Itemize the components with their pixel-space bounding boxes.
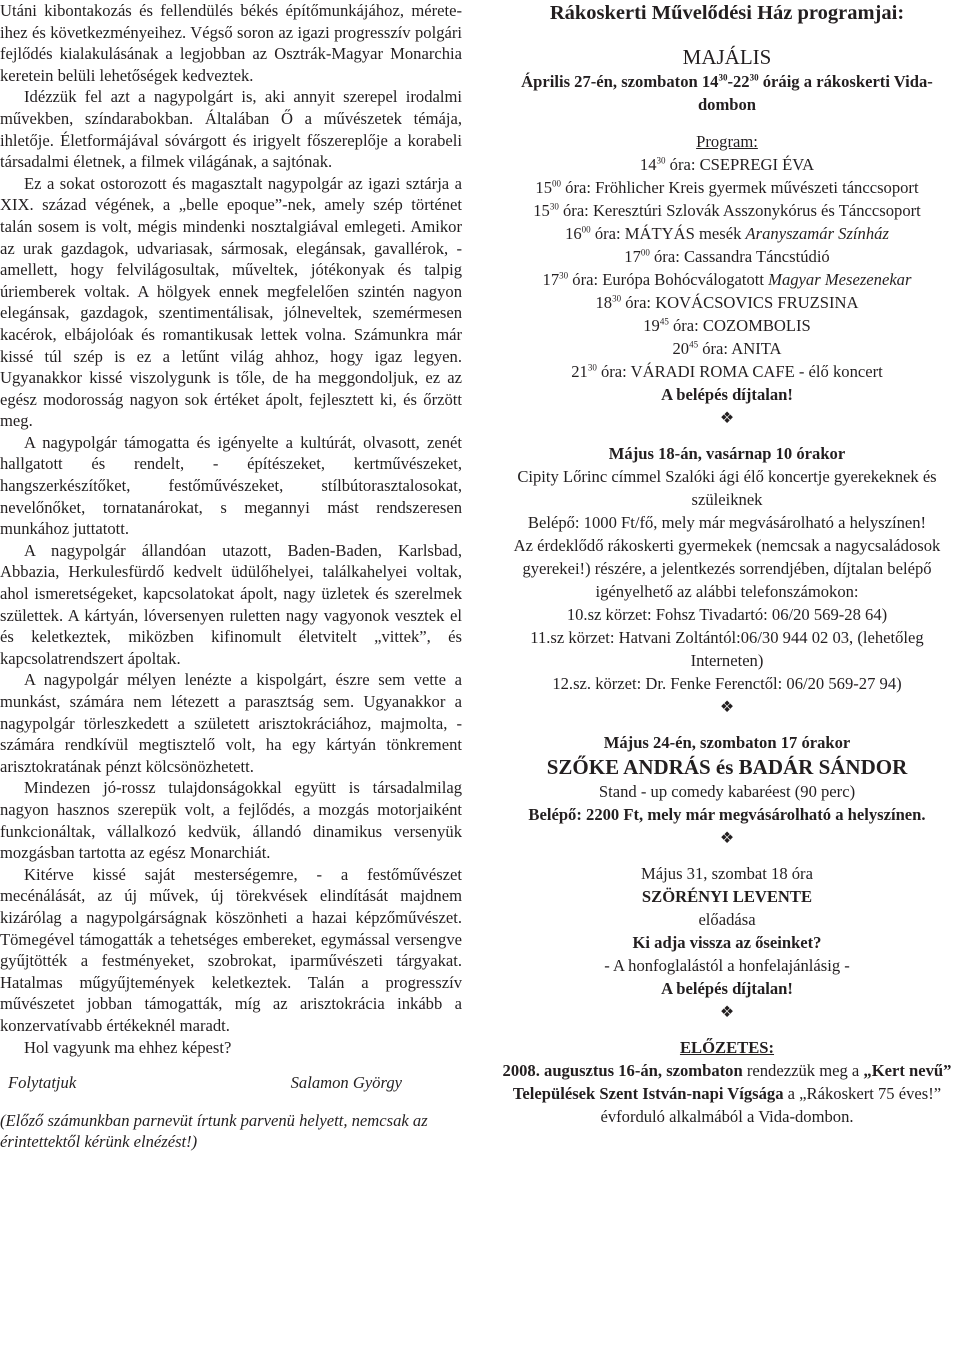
may18-line: Az érdeklődő rákoskerti gyermekek (nemcsak a nagycsaládosok gyerekei!) részére, a jelentkezés sorrendjében, díjtalan belépő igényelhető az alábbi telefonszámokon:	[513, 536, 941, 601]
program-item: $15^{30}$ óra: Keresztúri Szlovák Asszonykórus és Tánccsoport	[533, 201, 921, 220]
may31-heading: Május 31, szombat 18 óra	[641, 864, 813, 883]
program-item: $15^{00}$ óra: Fröhlicher Kreis gyermek művészeti tánccsoport	[535, 178, 919, 197]
preview-text: 2008. augusztus 16-án, szombaton rendezzük meg a „Kert nevű” Települések Szent István-napi Vígsága a „Rákoskert 75 éves!” évforduló alkalmából a Vida-dombon.	[502, 1061, 952, 1126]
author-name: Salamon György	[290, 1073, 402, 1093]
signature-row	[0, 1072, 462, 1094]
programs-title: Rákoskerti Művelődési Ház programjai:	[549, 2, 905, 24]
majalis-heading: MAJÁLIS	[682, 45, 772, 69]
majalis-date: Április 27-én, szombaton $14^{30}-22^{30}$ óráig a rákoskerti Vida-dombon	[521, 72, 933, 114]
may24-ticket: Belépő: 2200 Ft, mely már megvásárolható a helyszínen.	[528, 805, 926, 824]
program-item: $17^{00}$ óra: Cassandra Táncstúdió	[624, 247, 830, 266]
ornament-icon: ❖	[719, 1004, 735, 1021]
article-paragraph: A nagypolgár állandóan utazott, Baden-Baden, Karlsbad, Abbazia, Herkulesfürdő kedvelt üdülőhelyei, találkahelyei voltak, ahol ismeretségeket, kapcsolatokat ápolt, nagy üzletek és szerelmek születtek. A kártyán, lóversenyen ruletten nagy vagyonok vesztek el és keletkeztek, miközben kifinomult életvitelt „vittek”, és kapcsolatrendszert ápoltak.	[0, 540, 462, 668]
to-be-continued: Folytatjuk	[8, 1073, 77, 1093]
preview-heading: ELŐZETES:	[679, 1038, 775, 1057]
article-paragraph: Ez a sokat ostorozott és magasztalt nagypolgár az igazi sztárja a XIX. század végének, a „belle epoque”-nek, amely szép történet talán sosem is volt, mégis mindenki nosztalgiával emlegeti. Amikor az urak gazdagok, udvariasak, sármosak, elegánsak, gavallérok, - amellett, hogy felvilágosultak, műveltek, jótékonyak és talpig úriemberek voltak. A hölgyek ennek megfelelően szintén nagyon elegánsak, gazdagok, szentimentálisak, jólneveltek, szemérmesen kacérok, elbájolóak és romantikusak lettek volna. Számunkra már kissé túl szép is ez a letűnt világ ahhoz, hogy igaz legyen. Ugyanakkor kissé viszolygunk is tőle, de ha meggondoljuk, ez az egész modorosság nagyon sok értéket ápolt, fejlesztett ki, és őrzött meg.	[0, 173, 462, 431]
correction-note: (Előző számunkban parnevüt írtunk parvenü helyett, nemcsak az érintettektől kérünk elnézést!)	[0, 1110, 428, 1152]
article-paragraph: A nagypolgár támogatta és igényelte a kultúrát, olvasott, zenét hallgatott és rendelt, - építészeket, kertművészeket, hangszerkészítőket, festőművészeket, stílbútorasztalosokat, nevelőnőket, tornatanárokat, s megannyi mást rendszeresen munkához juttatott.	[0, 432, 462, 539]
may31-subtitle: - A honfoglalástól a honfelajánlásig -	[604, 956, 850, 975]
article-paragraph: A nagypolgár mélyen lenézte a kispolgárt, észre sem vette a munkást, számára nem létezett a parasztság sem. Ugyanakkor a nagypolgár törleszkedett a született arisztokráciához, majmolta, - számára rendkívül megtisztelő volt, ha egy kártyán tönkrement arisztokratának pénzt kölcsönözhetett.	[0, 670, 462, 776]
may18-line: 11.sz körzet: Hatvani Zoltántól:06/30 944 02 03, (lehetőleg Interneten)	[530, 628, 924, 670]
may31-performer: SZÖRÉNYI LEVENTE	[641, 887, 813, 906]
may18-line: 12.sz. körzet: Dr. Fenke Ferenctől: 06/20 569-27 94)	[552, 674, 902, 693]
article-paragraph: Kitérve kissé saját mesterségemre, - a festőművészet mecénálását, az új művek, új törekvések elindítását majdnem kizárólag a nagypolgárságnak köszönheti a hazai képzőművészet. Tömegével támogatták a tehetséges embereket, egymással versengve gyűjtötték a festményeket, szobrokat, iparművészeti tárgyakat. Hatalmas műgyűjtemények keletkeztek. Talán a progresszív művészetet jobban támogatták, míg az arisztokrácia inkább a konzervatívabb értékeknél maradt.	[0, 864, 462, 1035]
ornament-icon: ❖	[719, 699, 735, 716]
article-column	[0, 0, 462, 1153]
may31-show: Ki adja vissza az őseinket?	[632, 933, 822, 952]
program-item: $21^{30}$ óra: VÁRADI ROMA CAFE - élő koncert	[571, 362, 883, 381]
programs-column	[494, 0, 960, 1128]
program-item: $20^{45}$ óra: ANITA	[672, 339, 782, 358]
may24-heading: Május 24-én, szombaton 17 órakor	[603, 733, 851, 752]
may18-line: Cipity Lőrinc címmel Szalóki ági élő koncertje gyerekeknek és szüleiknek	[517, 467, 937, 509]
program-item: $18^{30}$ óra: KOVÁCSOVICS FRUZSINA	[595, 293, 859, 312]
may31-free: A belépés díjtalan!	[661, 979, 793, 998]
program-item: $19^{45}$ óra: COZOMBOLIS	[643, 316, 811, 335]
ornament-icon: ❖	[719, 410, 735, 427]
ornament-icon: ❖	[719, 830, 735, 847]
may24-subtitle: Stand - up comedy kabaréest (90 perc)	[598, 782, 856, 801]
article-paragraph: Idézzük fel azt a nagypolgárt is, aki annyit szerepel irodalmi művekben, színdarabokban. Általában Ő a művészetek témája, ihletője. Életformájával sóvárgott és irigyelt főszereplője a korabeli társadalmi életnek, a filmek világának, a sajtónak.	[0, 87, 462, 172]
program-label: Program:	[696, 132, 758, 151]
program-item: $17^{30}$ óra: Európa Bohócválogatott Magyar Mesezenekar	[542, 270, 912, 289]
free-entry: A belépés díjtalan!	[661, 385, 793, 404]
may18-line: Belépő: 1000 Ft/fő, mely már megvásárolható a helyszínen!	[527, 513, 927, 532]
may18-heading: Május 18-án, vasárnap 10 órakor	[608, 444, 846, 463]
program-item: $14^{30}$ óra: CSEPREGI ÉVA	[639, 155, 815, 174]
may18-line: 10.sz körzet: Fohsz Tivadartó: 06/20 569-28 64)	[566, 605, 888, 624]
may24-performers: SZŐKE ANDRÁS és BADÁR SÁNDOR	[546, 755, 908, 779]
article-paragraph: Hol vagyunk ma ehhez képest?	[24, 1037, 232, 1057]
article-paragraph: Utáni kibontakozás és fellendülés békés építőmunkájához, méreteihez és következményeihez. Végső soron az igazi progresszív polgári fejlődés kialakulásának a legjobban az Osztrák-Magyar Monarchia keretein belüli lehetőségek kedveztek.	[0, 1, 462, 85]
article-paragraph: Mindezen jó-rossz tulajdonságokkal együtt is társadalmilag nagyon hasznos szerepük volt, a fejlődés, a mozgás motorjaiként funkcionáltak, vállalkozó kedvük, állandó dinamikus versenyük mozgásban tartotta az egész Monarchiát.	[0, 778, 462, 863]
program-list	[494, 153, 960, 383]
may31-presents: előadása	[698, 910, 756, 929]
program-item: $16^{00}$ óra: MÁTYÁS mesék Aranyszamár Színház	[565, 224, 889, 243]
